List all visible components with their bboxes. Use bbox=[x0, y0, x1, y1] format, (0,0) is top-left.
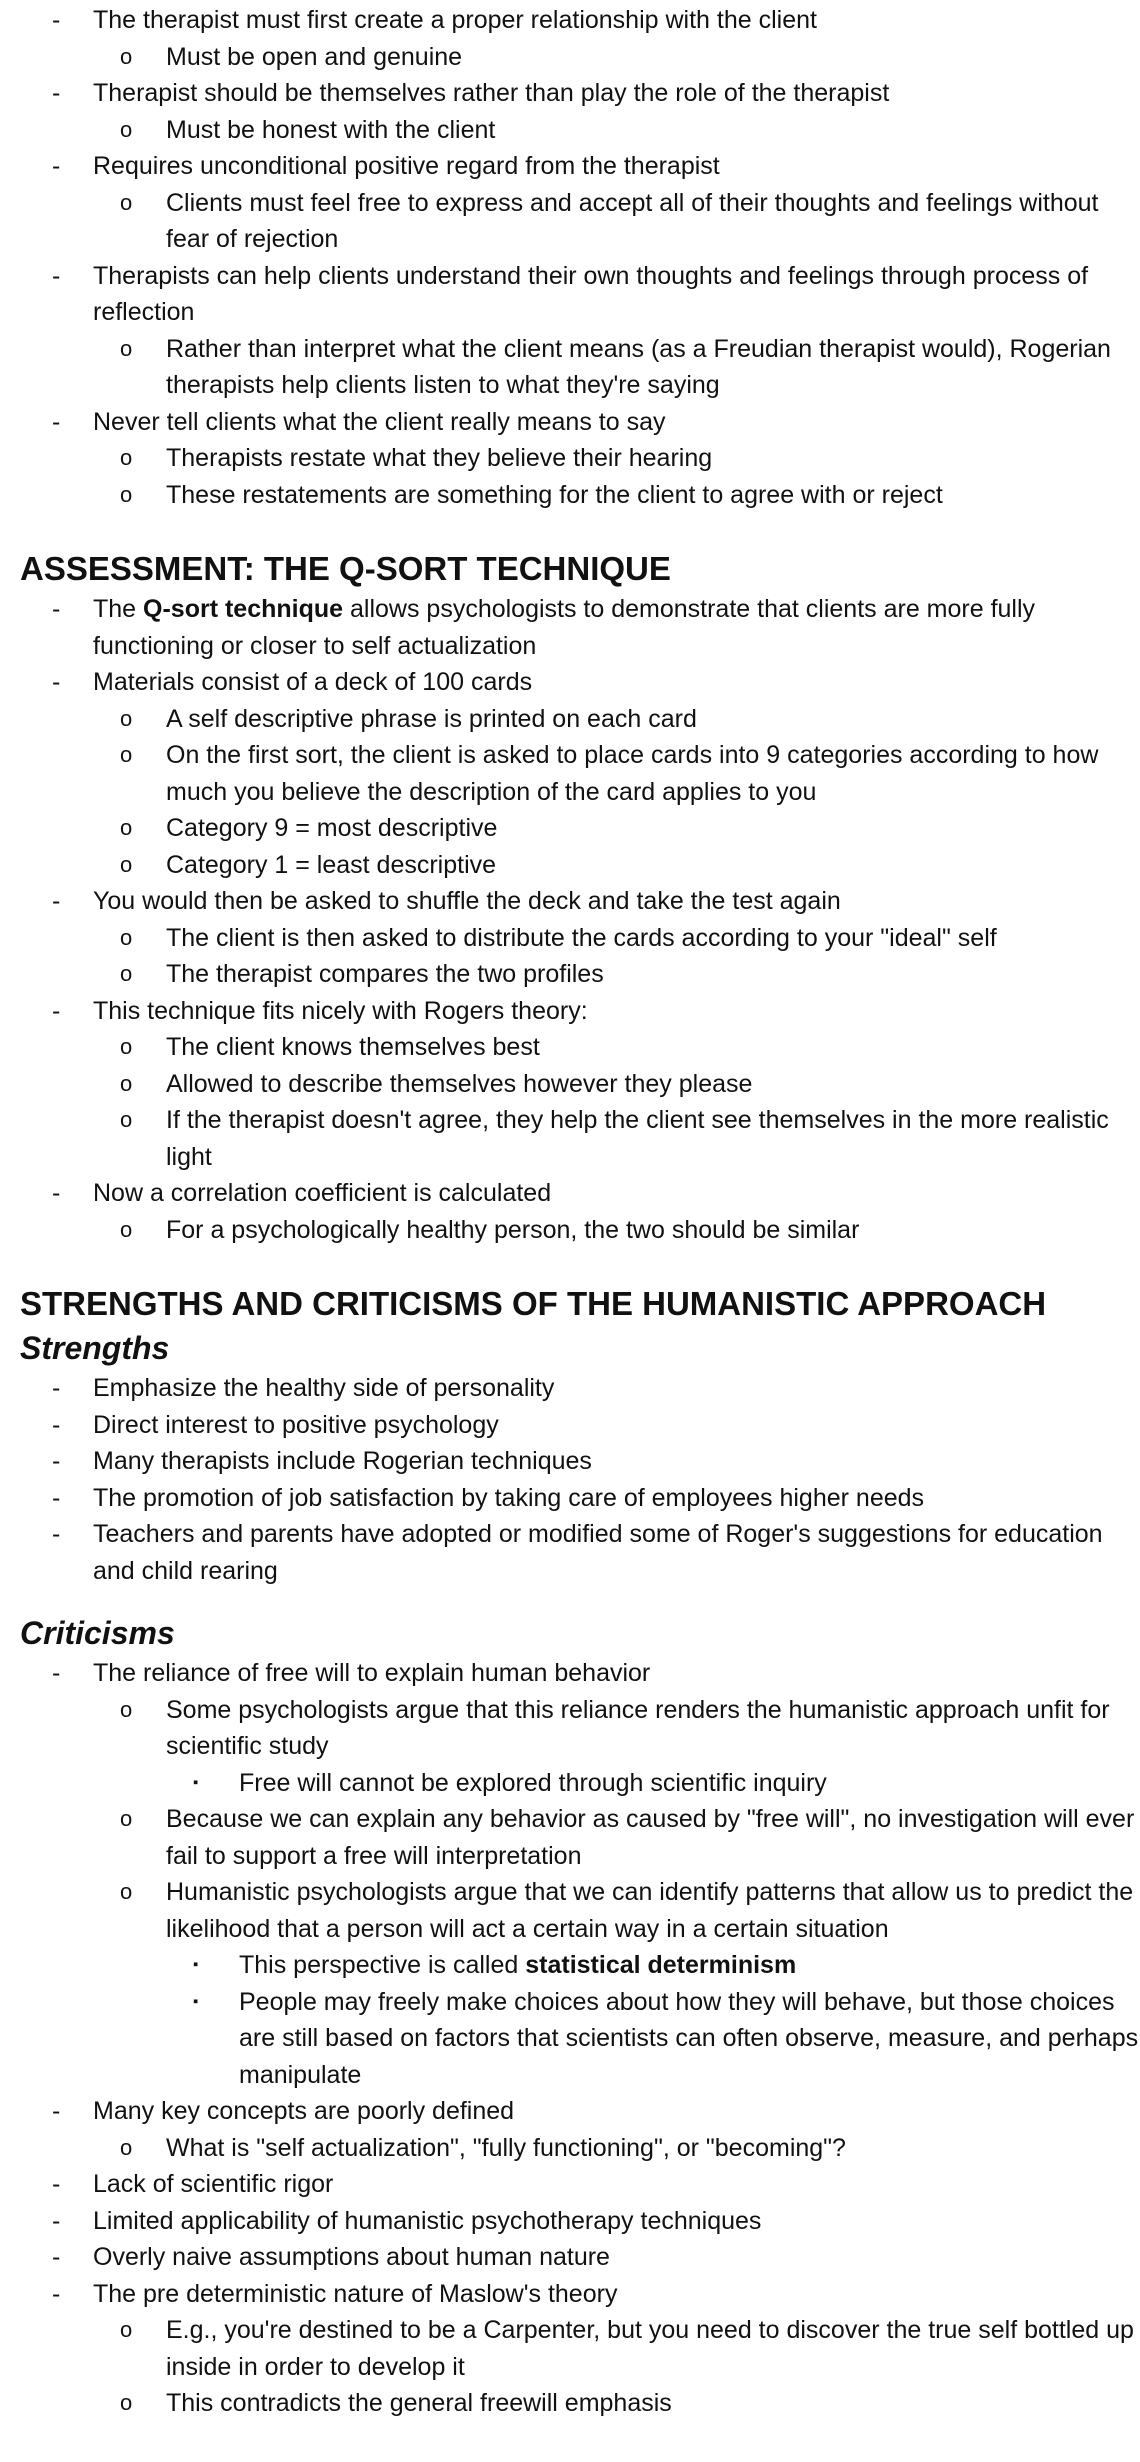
circle-marker: o bbox=[120, 116, 133, 142]
list-item: o Rather than interpret what the client means (as a Freudian therapist would), Rogerian therapists help clients listen to what they're saying bbox=[20, 331, 1140, 404]
dash-marker: - bbox=[52, 1410, 61, 1439]
dash-marker: - bbox=[52, 407, 61, 436]
dash-marker: - bbox=[52, 1520, 61, 1548]
list-item: - Therapist should be themselves rather than play the role of the therapist bbox=[20, 75, 1140, 112]
list-item: o On the first sort, the client is asked to place cards into 9 categories according to how much you believe the description of the card applies to you bbox=[20, 737, 1140, 810]
list-item: o Some psychologists argue that this reliance renders the humanistic approach unfit for scientific study bbox=[20, 1692, 1140, 1765]
list-item: o Because we can explain any behavior as caused by "free will", no investigation will ever fail to support a free will interpretation bbox=[20, 1801, 1140, 1874]
dash-marker: - bbox=[52, 1374, 61, 1402]
criticisms-list bbox=[20, 1655, 1140, 2422]
list-item: o The client is then asked to distribute the cards according to your "ideal" self bbox=[20, 920, 1140, 957]
list-item: o This contradicts the general freewill emphasis bbox=[20, 2385, 1140, 2422]
circle-marker: o bbox=[120, 1879, 133, 1904]
circle-marker: o bbox=[120, 1107, 133, 1132]
circle-marker: o bbox=[120, 2134, 133, 2160]
circle-marker: o bbox=[120, 1034, 133, 1059]
list-item: - You would then be asked to shuffle the deck and take the test again bbox=[20, 883, 1140, 920]
list-item: - The promotion of job satisfaction by taking care of employees higher needs bbox=[20, 1480, 1140, 1517]
list-item: o Therapists restate what they believe their hearing bbox=[20, 440, 1140, 477]
list-item: o E.g., you're destined to be a Carpenter, but you need to discover the true self bottled up inside in order to develop it bbox=[20, 2312, 1140, 2385]
list-item: - Requires unconditional positive regard from the therapist bbox=[20, 148, 1140, 185]
list-item: - This technique fits nicely with Rogers theory: bbox=[20, 993, 1140, 1030]
circle-marker: o bbox=[120, 1806, 133, 1831]
dash-marker: - bbox=[52, 1179, 61, 1207]
list-item: o Category 1 = least descriptive bbox=[20, 847, 1140, 884]
list-item: ▪ Free will cannot be explored through scientific inquiry bbox=[20, 1765, 1140, 1802]
statistical-determinism-term: statistical determinism bbox=[525, 1951, 797, 1979]
square-marker: ▪ bbox=[193, 1956, 199, 1973]
list-item: - Now a correlation coefficient is calculated bbox=[20, 1175, 1140, 1212]
circle-marker: o bbox=[120, 815, 133, 840]
list-item: - Limited applicability of humanistic psychotherapy techniques bbox=[20, 2203, 1140, 2240]
list-item: ▪ People may freely make choices about how they will behave, but those choices are still based on factors that scientists can often observe, measure, and perhaps manipulate bbox=[20, 1984, 1140, 2094]
list-item: o If the therapist doesn't agree, they help the client see themselves in the more realistic light bbox=[20, 1102, 1140, 1175]
circle-marker: o bbox=[120, 705, 133, 731]
list-item: o For a psychologically healthy person, the two should be similar bbox=[20, 1212, 1140, 1249]
dash-marker: - bbox=[52, 152, 61, 180]
list-item: o Clients must feel free to express and accept all of their thoughts and feelings without fear of rejection bbox=[20, 185, 1140, 258]
dash-marker: - bbox=[52, 2279, 61, 2308]
list-item: o Allowed to describe themselves however they please bbox=[20, 1066, 1140, 1103]
dash-marker: - bbox=[52, 2206, 61, 2235]
dash-marker: - bbox=[52, 887, 61, 915]
square-marker: ▪ bbox=[193, 1992, 199, 2010]
list-item: o Category 9 = most descriptive bbox=[20, 810, 1140, 847]
list-item: - Therapists can help clients understand their own thoughts and feelings through process of reflection bbox=[20, 258, 1140, 331]
therapy-conditions-list bbox=[20, 2, 1140, 513]
circle-marker: o bbox=[120, 43, 133, 69]
list-item: - The pre deterministic nature of Maslow's theory bbox=[20, 2276, 1140, 2313]
subheading-strengths: Strengths bbox=[20, 1330, 170, 1366]
list-item: - Many therapists include Rogerian techniques bbox=[20, 1443, 1140, 1480]
list-item: o What is "self actualization", "fully functioning", or "becoming"? bbox=[20, 2130, 1140, 2167]
list-item: - Lack of scientific rigor bbox=[20, 2166, 1140, 2203]
subheading-criticisms: Criticisms bbox=[20, 1615, 175, 1651]
circle-marker: o bbox=[120, 481, 133, 507]
dash-marker: - bbox=[52, 1447, 61, 1475]
list-item: - Teachers and parents have adopted or modified some of Roger's suggestions for education and child rearing bbox=[20, 1516, 1140, 1589]
q-sort-term: Q-sort technique bbox=[143, 595, 344, 623]
dash-marker: - bbox=[52, 1659, 61, 1687]
dash-marker: - bbox=[52, 2170, 61, 2198]
list-item: - Direct interest to positive psychology bbox=[20, 1407, 1140, 1444]
list-item: o Must be honest with the client bbox=[20, 112, 1140, 149]
circle-marker: o bbox=[120, 2390, 133, 2415]
list-item: - The Q-sort technique allows psychologists to demonstrate that clients are more fully functioning or closer to self actualization bbox=[20, 591, 1140, 664]
list-item: - Materials consist of a deck of 100 cards bbox=[20, 664, 1140, 701]
square-marker: ▪ bbox=[193, 1773, 199, 1791]
dash-marker: - bbox=[52, 6, 61, 34]
list-item: - Emphasize the healthy side of personality bbox=[20, 1370, 1140, 1407]
circle-marker: o bbox=[120, 1216, 133, 1242]
spacer bbox=[20, 1589, 1140, 1611]
list-item: o A self descriptive phrase is printed on each card bbox=[20, 701, 1140, 738]
dash-marker: - bbox=[52, 668, 61, 696]
list-item: - Never tell clients what the client really means to say bbox=[20, 404, 1140, 441]
circle-marker: o bbox=[120, 445, 133, 470]
list-item: o Humanistic psychologists argue that we can identify patterns that allow us to predict the likelihood that a person will act a certain way in a certain situation bbox=[20, 1874, 1140, 1947]
dash-marker: - bbox=[52, 79, 61, 107]
list-item: - Overly naive assumptions about human nature bbox=[20, 2239, 1140, 2276]
section-heading-assessment: ASSESSMENT: THE Q-SORT TECHNIQUE bbox=[20, 550, 671, 587]
dash-marker: - bbox=[52, 996, 61, 1025]
dash-marker: - bbox=[52, 2097, 61, 2125]
strengths-list bbox=[20, 1370, 1140, 1589]
circle-marker: o bbox=[120, 1070, 133, 1096]
circle-marker: o bbox=[120, 1696, 133, 1722]
dash-marker: - bbox=[52, 261, 61, 290]
dash-marker: - bbox=[52, 2243, 61, 2271]
circle-marker: o bbox=[120, 2317, 133, 2342]
list-item: - The reliance of free will to explain human behavior bbox=[20, 1655, 1140, 1692]
dash-marker: - bbox=[52, 595, 61, 623]
list-item: ▪ This perspective is called statistical determinism bbox=[20, 1947, 1140, 1984]
circle-marker: o bbox=[120, 924, 133, 950]
assessment-list bbox=[20, 591, 1140, 1248]
list-item: o The client knows themselves best bbox=[20, 1029, 1140, 1066]
list-item: o These restatements are something for the client to agree with or reject bbox=[20, 477, 1140, 514]
circle-marker: o bbox=[120, 189, 133, 215]
section-heading-strengths-criticisms: STRENGTHS AND CRITICISMS OF THE HUMANISTIC APPROACH bbox=[20, 1285, 1047, 1322]
list-item: - The therapist must first create a proper relationship with the client bbox=[20, 2, 1140, 39]
circle-marker: o bbox=[120, 961, 133, 986]
list-item: o Must be open and genuine bbox=[20, 39, 1140, 76]
list-item: - Many key concepts are poorly defined bbox=[20, 2093, 1140, 2130]
circle-marker: o bbox=[120, 335, 133, 361]
circle-marker: o bbox=[120, 742, 133, 767]
list-item: o The therapist compares the two profiles bbox=[20, 956, 1140, 993]
circle-marker: o bbox=[120, 851, 133, 877]
dash-marker: - bbox=[52, 1483, 61, 1512]
